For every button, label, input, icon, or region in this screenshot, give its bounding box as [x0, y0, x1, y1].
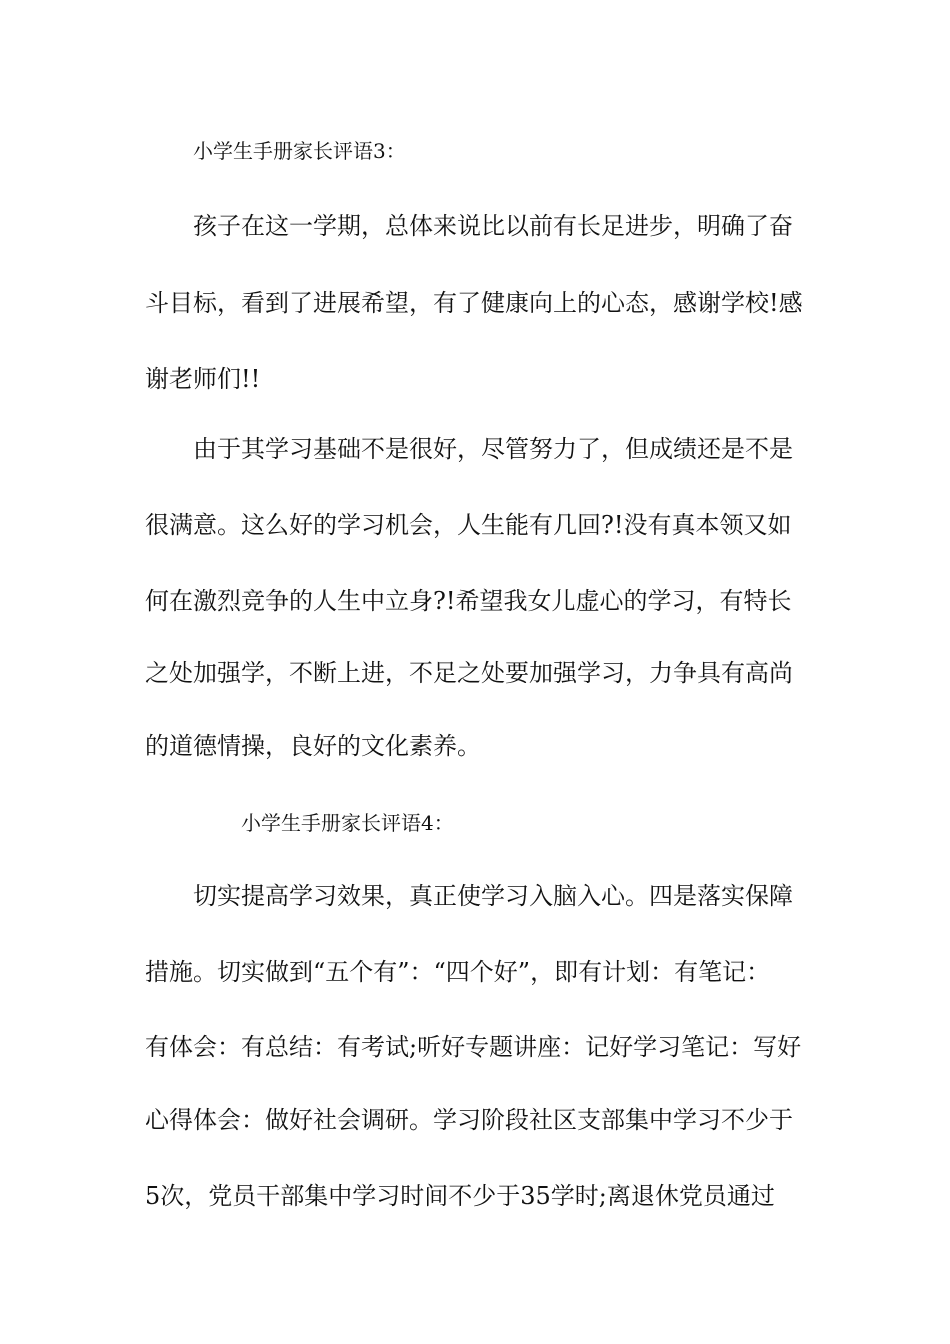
- paragraph-3-line-5: 5次，党员干部集中学习时间不少于35学时;离退休党员通过: [145, 1182, 775, 1210]
- paragraph-2-line-2: 很满意。这么好的学习机会，人生能有几回?!没有真本领又如: [145, 511, 792, 539]
- paragraph-2-line-5: 的道德情操，良好的文化素养。: [145, 732, 481, 760]
- paragraph-2-line-4: 之处加强学，不断上进，不足之处要加强学习，力争具有高尚: [145, 659, 793, 687]
- paragraph-3-line-2: 措施。切实做到“五个有”：“四个好”，即有计划：有笔记：: [145, 958, 771, 986]
- paragraph-1-line-3: 谢老师们!!: [145, 365, 261, 393]
- paragraph-2-line-1: 由于其学习基础不是很好，尽管努力了，但成绩还是不是: [193, 435, 793, 463]
- paragraph-1-line-1: 孩子在这一学期，总体来说比以前有长足进步，明确了奋: [193, 212, 793, 240]
- section-heading-4: 小学生手册家长评语4：: [241, 811, 454, 835]
- section-heading-3: 小学生手册家长评语3：: [193, 139, 406, 163]
- paragraph-1-line-2: 斗目标，看到了进展希望，有了健康向上的心态，感谢学校!感: [145, 289, 803, 317]
- paragraph-3-line-3: 有体会：有总结：有考试;听好专题讲座：记好学习笔记：写好: [145, 1033, 802, 1061]
- paragraph-3-line-1: 切实提高学习效果，真正使学习入脑入心。四是落实保障: [193, 882, 793, 910]
- paragraph-3-line-4: 心得体会：做好社会调研。学习阶段社区支部集中学习不少于: [145, 1106, 793, 1134]
- paragraph-2-line-3: 何在激烈竞争的人生中立身?!希望我女儿虚心的学习，有特长: [145, 587, 792, 615]
